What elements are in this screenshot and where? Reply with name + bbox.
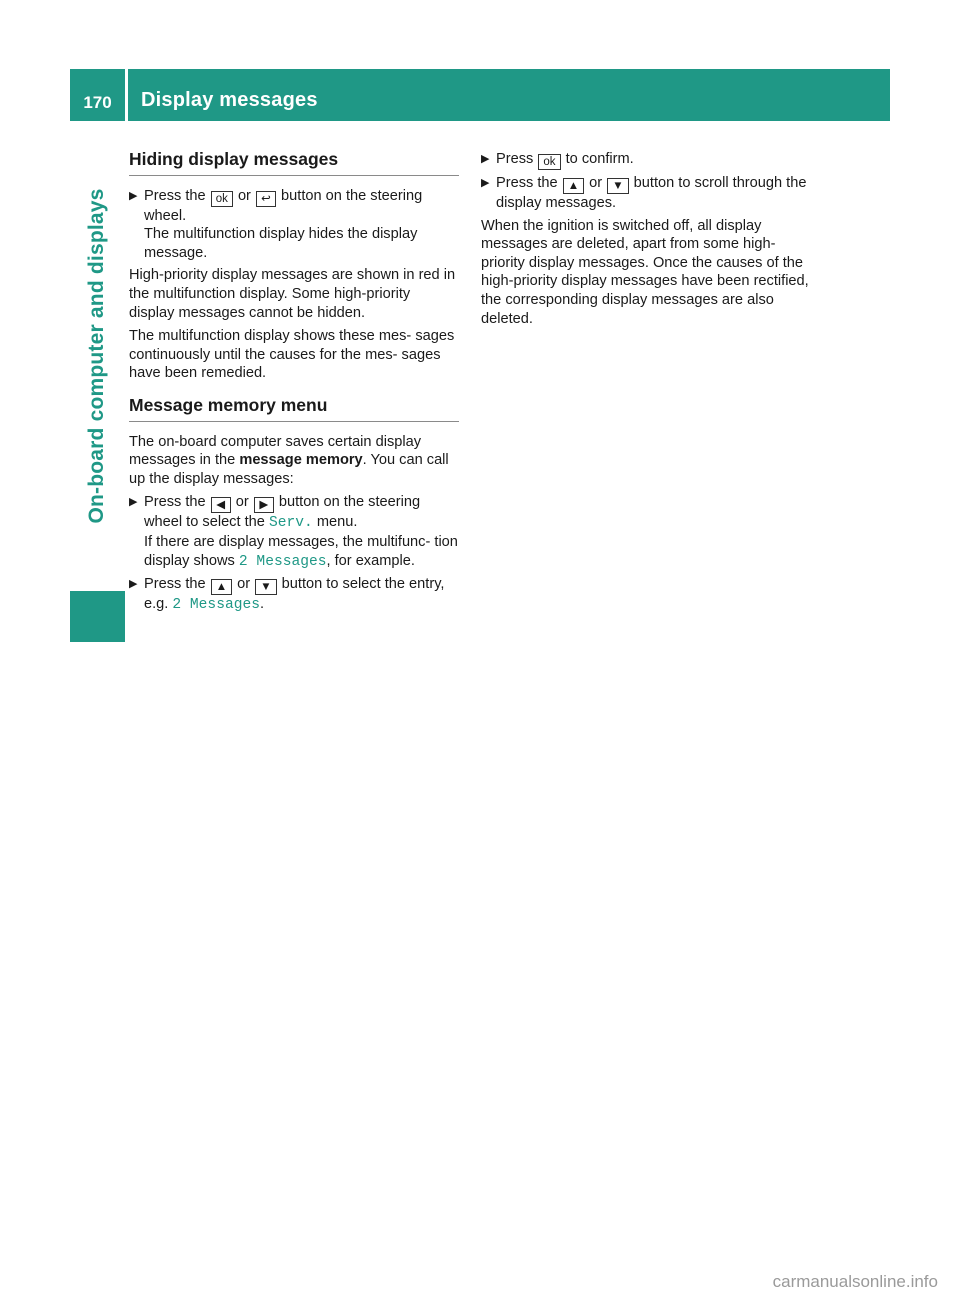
up-key-icon: ▲: [211, 579, 232, 595]
side-tab-label: On-board computer and displays: [85, 188, 108, 524]
step-arrow-icon: ▶: [129, 496, 138, 509]
left-column: [129, 150, 459, 619]
chapter-header: [128, 69, 890, 121]
display-text-messages: 2 Messages: [172, 597, 260, 614]
down-key-icon: ▼: [607, 178, 628, 194]
chapter-title: Display messages: [141, 89, 318, 111]
ok-key-icon: ok: [211, 191, 233, 207]
paragraph-memory-intro: The on-board computer saves certain display messages in the message memory. You can call up the display messages:: [129, 433, 449, 487]
step-arrow-icon: ▶: [481, 153, 490, 165]
down-key-icon: ▼: [255, 579, 276, 595]
step-scroll: ▶ Press the ▲ or ▼ button to scroll through the display messages.: [481, 175, 807, 211]
step-result: The multifunction display hides the display message.: [144, 226, 418, 261]
section-heading-hiding: Hiding display messages: [129, 150, 459, 176]
right-column: [481, 150, 811, 333]
side-tab-marker: [70, 591, 125, 642]
back-key-icon: ↩: [256, 191, 276, 207]
page-number: 170: [83, 93, 112, 112]
paragraph-ignition-off: When the ignition is switched off, all display messages are deleted, apart from some high- priority display messages. Once the causes of the high-priority display messages have been rectified, the corresponding display messages are also deleted.: [481, 217, 809, 327]
step-arrow-icon: ▶: [129, 578, 138, 591]
left-key-icon: ◀: [211, 497, 231, 513]
step-arrow-icon: ▶: [129, 189, 138, 202]
display-text-serv: Serv.: [268, 515, 313, 532]
paragraph-continuous: The multifunction display shows these mes- sages continuously until the causes for the mes- sages have been remedied.: [129, 328, 455, 382]
right-key-icon: ▶: [254, 497, 274, 513]
step-hide-message: ▶ Press the ok or ↩ button on the steering wheel. The multifunction display hides the display message.: [129, 187, 423, 261]
step-arrow-icon: ▶: [481, 177, 490, 189]
ok-key-icon: ok: [538, 154, 560, 170]
paragraph-high-priority: High-priority display messages are shown in red in the multifunction display. Some high-priority display messages cannot be hidden.: [129, 267, 456, 321]
section-heading-memory: Message memory menu: [129, 396, 459, 422]
page-number-box: [70, 69, 125, 121]
step-select-entry: ▶ Press the ▲ or ▼ button to select the entry, e.g. 2 Messages.: [129, 576, 445, 614]
step-select-serv: ▶ Press the ◀ or ▶ button on the steering wheel to select the Serv. menu. If there are display messages, the multifunc- tion display shows 2 Messages, for example.: [129, 494, 458, 570]
message-memory-term: message memory: [239, 452, 363, 469]
step-confirm: ▶ Press ok to confirm.: [481, 151, 634, 168]
display-text-messages: 2 Messages: [238, 553, 327, 570]
up-key-icon: ▲: [563, 178, 584, 194]
watermark: carmanualsonline.info: [772, 1272, 938, 1291]
